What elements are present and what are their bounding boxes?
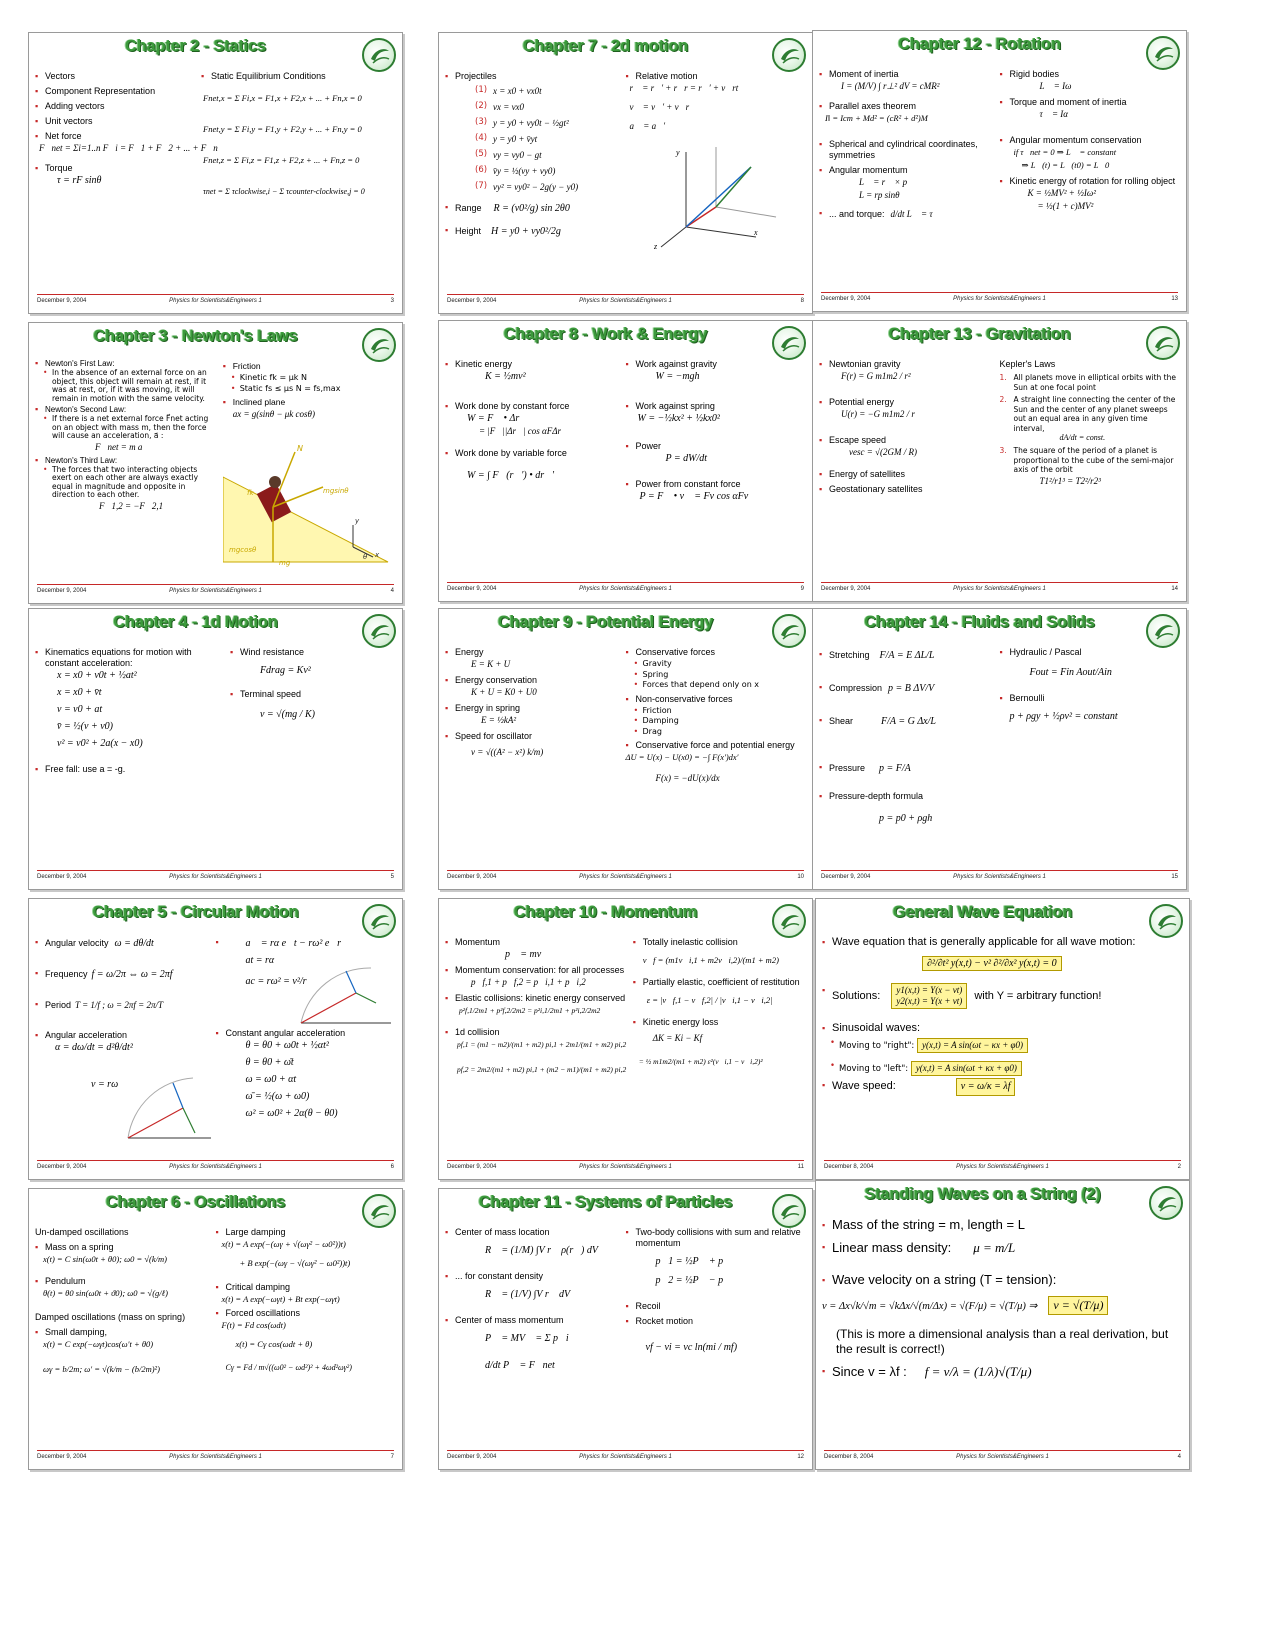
slide-footer: December 9, 2004 Physics for Scientists&Engineers 1 7 — [37, 1450, 394, 1465]
torque-moi-equation: τ⃗ = Iα⃗ — [1039, 109, 1076, 119]
slide-chapter-8 — [438, 320, 813, 602]
slide-footer: December 9, 2004 Physics for Scientists&Engineers 1 12 — [447, 1450, 804, 1465]
slide-footer: December 9, 2004 Physics for Scientists&Engineers 1 4 — [37, 584, 394, 599]
slide-chapter-10 — [438, 898, 813, 1180]
bullet-angular-acceleration: ▪ Angular acceleration — [35, 1030, 208, 1041]
slide-title: Chapter 12 - Rotation — [898, 35, 1061, 53]
constant-density-equation: R⃗ = (1/V) ∫V r⃗ dV — [485, 1289, 571, 1300]
label-mgcos: mgcosθ — [228, 546, 257, 554]
work-constant-equation: W = F⃗ • Δr⃗ — [467, 413, 528, 424]
first-law-text: • In the absence of an external force on an object, this object will remain at rest, if it was at rest, or, if it was moving, it will remain in motion with the same velocity. — [43, 369, 216, 403]
bullet-net-force: ▪ Net force — [35, 131, 201, 142]
slide-title: Chapter 11 - Systems of Particles — [478, 1193, 733, 1211]
slide-title: Standing Waves on a String (2) — [864, 1185, 1101, 1203]
bullet-mass-spring: ▪ Mass on a spring — [35, 1242, 216, 1253]
bullet-energy-conservation: ▪ Energy conservation — [445, 675, 618, 686]
wind-equation: Fdrag = Kv² — [259, 665, 311, 676]
const-eq-2: θ = θ0 + ω̄t — [245, 1057, 294, 1068]
bullet-friction: ▪ Friction — [223, 361, 396, 372]
wave-speed-equation: v = ω/κ = λf — [956, 1078, 1016, 1096]
forced-eq-1: F(t) = Fd cos(ωdt) — [221, 1320, 286, 1330]
slide-footer: December 8, 2004 Physics for Scientists&Engineers 1 4 — [824, 1450, 1181, 1465]
slide-chapter-11 — [438, 1188, 813, 1470]
slide-title: Chapter 7 - 2d motion — [522, 37, 689, 55]
bullet-escape-speed: ▪ Escape speed — [819, 435, 992, 446]
nonconservative-friction: • Friction — [634, 706, 807, 716]
am-conservation-eq-1: if τ⃗net = 0 ⇒ L⃗ = constant — [1013, 147, 1117, 157]
const-eq-4: ω̄ = ½(ω + ω0) — [245, 1091, 310, 1102]
momentum-equation: p⃗ = mv⃗ — [505, 949, 549, 960]
bullet-adding: ▪ Adding vectors — [35, 101, 201, 112]
bullet-recoil: ▪ Recoil — [626, 1301, 807, 1312]
tangential-acceleration-equation: at = rα — [245, 955, 275, 966]
bullet-relative-motion: ▪ Relative motion — [626, 71, 807, 82]
rigid-body-equation: L⃗ = Iω⃗ — [1039, 81, 1079, 91]
collision-equation-2: pf,2 = 2m2/(m1 + m2) pi,1 + (m2 − m1)/(m1 + m2) pi,2 — [457, 1065, 627, 1074]
bullet-linear-density: Linear mass density: — [832, 1240, 952, 1255]
bullet-kinetic-energy: ▪ Kinetic energy — [445, 359, 618, 370]
bullet-height: Height — [455, 226, 482, 236]
slide-title: Chapter 4 - 1d Motion — [113, 613, 278, 631]
bullet-cm-momentum: ▪ Center of mass momentum — [445, 1315, 618, 1326]
solution-2: y2(x,t) = Y(x + vt) — [896, 996, 963, 1006]
slide-chapter-4 — [28, 608, 403, 890]
bullet-sinusoidal: ▪ Sinusoidal waves: — [822, 1021, 1183, 1035]
elastic-equation: p²f,1/2m1 + p²f,2/2m2 = p²i,1/2m1 + p²i,2/2m2 — [459, 1006, 601, 1015]
undamped-heading: Un-damped oscillations — [35, 1227, 129, 1237]
slide-chapter-7 — [438, 32, 813, 314]
angular-momentum-eq-1: L⃗ = r⃗ × p⃗ — [859, 177, 915, 187]
range-equation: R = (v0²/g) sin 2θ0 — [493, 203, 570, 214]
angular-acceleration-equation: α = dω/dt = d²θ/dt² — [55, 1042, 133, 1053]
slide-footer: December 9, 2004 Physics for Scientists&Engineers 1 14 — [821, 582, 1178, 597]
kepler-second-law: A straight line connecting the center of the Sun and the center of any planet sweeps out an equal area in any given time interval, — [1013, 395, 1176, 433]
damped-heading: Damped oscillations (mass on spring) — [35, 1312, 186, 1322]
rolling-energy-eq-2: = ½(1 + c)MV² — [1037, 201, 1094, 211]
label-y: y — [354, 517, 359, 525]
slide-chapter-13: Chapter 13 - Gravitation ▪ Newtonian gravity F(r) = G m1m2 / r² ▪ Potential energy U(r) = −G m1m2 / r ▪ Escape speed vesc = √(2GM / R) ▪ Energy of satellites ▪ Geostationary satellites Kepler's Laws 1. All planets move in elliptical orbits with the Sun at one focal point 2. A straight line connecting the center of the Sun and the center of any planet sweeps out an equal area in any given time interval, dA/dt = const. 3. The square of the period of a planet is proportional to the cube of the semi-major axis of the orbit T1²/r1³ = T2²/r2³ December 9, 2004 Physics for Scientists&Engineers 1 14 — [812, 320, 1187, 602]
small-damping-frequencies: ωγ = b/2m; ω′ = √(k/m − (b/2m)²) — [43, 1364, 160, 1374]
bullet-energy-spring: ▪ Energy in spring — [445, 703, 618, 714]
bullet-free-fall: ▪ Free fall: use a = -g. — [35, 764, 223, 775]
potential-energy-equation: U(r) = −G m1m2 / r — [841, 409, 915, 419]
const-eq-3: ω = ω0 + αt — [245, 1074, 297, 1085]
axis-label-x: x — [753, 228, 758, 237]
circular-acceleration-diagram — [296, 963, 396, 1033]
hydraulic-equation: Fout = Fin Aout/Ain — [1029, 667, 1112, 678]
third-law-equation: F⃗1,2 = −F⃗2,1 — [99, 500, 164, 511]
kepler-third-equation: T1²/r1³ = T2²/r2³ — [1039, 475, 1101, 486]
bullet-constant-angular: ▪ Constant angular acceleration — [216, 1028, 397, 1039]
work-constant-equation-2: = |F⃗||Δr⃗| cos αFΔr — [479, 426, 562, 436]
label-friction: fk — [246, 489, 254, 497]
terminal-equation: v = √(mg / K) — [259, 709, 315, 720]
large-damping-equation: x(t) = A exp(−(ωγ + √(ωγ² − ω0²))t) — [221, 1239, 346, 1249]
bullet-unit: ▪ Unit vectors — [35, 116, 201, 127]
slide-footer: December 9, 2004 Physics for Scientists&Engineers 1 8 — [447, 294, 804, 309]
angular-velocity-equation: ω = dθ/dt — [114, 938, 154, 949]
projectile-equations: (1) x = x0 + vx0t (2) vx = vx0 (3) y = y0 + vy0t − ½gt² (4) y = y0 + v̄yt (5) vy = vy0 − gt (6) v̄y = ½(vy + vy0) (7) vy² = vy0² − 2g(y − y0) — [475, 85, 579, 192]
bullet-newtonian-gravity: ▪ Newtonian gravity — [819, 359, 992, 370]
slide-title: Chapter 10 - Momentum — [513, 903, 698, 921]
slide-chapter-5 — [28, 898, 403, 1180]
slide-chapter-3 — [28, 322, 403, 604]
label-mgsin: mgsinθ — [322, 487, 349, 495]
power-equation: P = dW/dt — [665, 453, 708, 464]
power-constant-equation: P = F⃗ • v⃗ = Fv cos αFv — [639, 491, 749, 502]
bullet-momentum-conservation: ▪ Momentum conservation: for all processes — [445, 965, 626, 976]
slide-title: Chapter 6 - Oscillations — [105, 1193, 286, 1211]
pendulum-equation: θ(t) = θ0 sin(ω0t + ϑ0); ω0 = √(g/ℓ) — [43, 1288, 169, 1298]
slide-title: Chapter 8 - Work & Energy — [503, 325, 708, 343]
kinematics-eq-1: x = x0 + v0t + ½at² — [57, 670, 137, 681]
bullet-work-constant: ▪ Work done by constant force — [445, 401, 618, 412]
cm-location-equation: R⃗ = (1/M) ∫V r⃗ ρ(r⃗) dV — [485, 1245, 598, 1256]
slide-title: General Wave Equation — [892, 903, 1073, 921]
slide-title: Chapter 3 - Newton's Laws — [93, 327, 298, 345]
centripetal-acceleration-equation: ac = rω² = v²/r — [245, 976, 307, 987]
slide-chapter-14 — [812, 608, 1187, 890]
bullet-energy: ▪ Energy — [445, 647, 618, 658]
wave-velocity-highlight: v = √(T/μ) — [1048, 1296, 1108, 1315]
bullet-pressure: Pressure — [829, 763, 866, 773]
height-equation: H = y0 + vy0²/2g — [491, 226, 561, 237]
slide-footer: December 9, 2004 Physics for Scientists&Engineers 1 13 — [821, 292, 1178, 307]
bullet-energy-satellites: ▪ Energy of satellites — [819, 469, 992, 480]
bullet-conservative-forces: ▪ Conservative forces — [626, 647, 807, 658]
bullet-work-spring: ▪ Work against spring — [626, 401, 807, 412]
slide-chapter-9 — [438, 608, 813, 890]
label-theta: θ — [362, 553, 368, 561]
two-body-eq-2: p⃗2 = ½P⃗ − p⃗ — [655, 1275, 731, 1286]
slide-footer: December 9, 2004 Physics for Scientists&Engineers 1 15 — [821, 870, 1178, 885]
bullet-cm-location: ▪ Center of mass location — [445, 1227, 618, 1238]
inclined-plane-diagram — [223, 437, 393, 577]
conservative-gravity: • Gravity — [634, 659, 807, 669]
conservative-spring: • Spring — [634, 670, 807, 680]
slide-chapter-2 — [28, 32, 403, 314]
bullet-since: Since v = λf : — [832, 1364, 907, 1379]
bullet-small-damping: ▪ Small damping, — [35, 1327, 216, 1338]
kinematics-eq-3: v = v0 + at — [57, 704, 103, 715]
static-friction: • Static fs ≤ μs N = fs,max — [231, 384, 396, 394]
kepler-second-equation: dA/dt = const. — [1059, 433, 1106, 442]
bullet-wave-velocity: ▪ Wave velocity on a string (T = tension): — [822, 1272, 1183, 1288]
compression-equation: p = B ΔV/V — [888, 683, 935, 694]
bullet-range: Range — [455, 203, 482, 213]
bullet-terminal-speed: ▪ Terminal speed — [230, 689, 396, 700]
bullet-period: Period — [45, 1000, 72, 1010]
slide-footer: December 9, 2004 Physics for Scientists&Engineers 1 9 — [447, 582, 804, 597]
bullet-frequency: Frequency — [45, 969, 88, 979]
bullet-power-constant: ▪ Power from constant force — [626, 479, 807, 490]
torque-equation: τ = rF sinθ — [57, 175, 102, 186]
bullet-third-law: ▪ Newton's Third Law: — [35, 456, 216, 465]
nonconservative-drag: • Drag — [634, 727, 807, 737]
dimensional-note: (This is more a dimensional analysis than a real derivation, but the result is correct!) — [836, 1327, 1169, 1356]
const-eq-5: ω² = ω0² + 2α(θ − θ0) — [245, 1108, 338, 1119]
bullet-projectiles: ▪ Projectiles — [445, 71, 618, 82]
bullet-wave-intro: ▪ Wave equation that is generally applicable for all wave motion: — [822, 935, 1183, 949]
work-gravity-equation: W = −mgh — [655, 371, 700, 382]
equilibrium-z: Fnet,z = Σ Fi,z = F1,z + F2,z + ... + Fn,z = 0 — [203, 155, 360, 165]
kinetic-loss-equation: ΔK = Ki − Kf — [652, 1033, 703, 1043]
bullet-component: ▪ Component Representation — [35, 86, 201, 97]
slide-chapter-12 — [812, 30, 1187, 312]
collision-equation-1: pf,1 = (m1 − m2)/(m1 + m2) pi,1 + 2m1/(m1 + m2) pi,2 — [457, 1040, 627, 1049]
slide-title: Chapter 9 - Potential Energy — [497, 613, 714, 631]
bernoulli-equation: p + ρgy + ½ρv² = constant — [1009, 711, 1118, 722]
mass-spring-equation: x(t) = C sin(ω0t + θ0); ω0 = √(k/m) — [43, 1254, 167, 1264]
bullet-torque-moi: ▪ Torque and moment of inertia — [1000, 97, 1181, 108]
relative-velocity: v⃗ = v⃗′ + v⃗r — [629, 102, 690, 112]
large-damping-equation-2: + B exp(−(ωγ − √(ωγ² − ω0²))t) — [239, 1258, 351, 1268]
wave-equation-highlight: ∂²/∂t² y(x,t) − v² ∂²/∂x² y(x,t) = 0 — [922, 956, 1062, 971]
second-law-text: • If there is a net external force F⃗net acting on an object with mass m, then the force will cause an acceleration, a⃗ : — [43, 415, 216, 441]
bullet-parallel-axes: ▪ Parallel axes theorem — [819, 101, 992, 112]
kepler-first-law: All planets move in elliptical orbits with the Sun at one focal point — [1013, 373, 1176, 392]
moi-equation: I = (M/V) ∫ r⊥² dV = cMR² — [841, 81, 940, 91]
potential-difference-equation: ΔU = U(x) − U(x0) = −∫ F(x′)dx′ — [625, 752, 739, 762]
bullet-compression: Compression — [829, 683, 883, 693]
bullet-hydraulic: ▪ Hydraulic / Pascal — [1000, 647, 1181, 658]
kinematics-eq-4: v̄ = ½(v + v0) — [57, 721, 113, 732]
frequency-equation: f = v/λ = (1/λ)√(T/μ) — [924, 1364, 1032, 1379]
third-law-text: • The forces that two interacting objects exert on each other are always exactly equal in magnitude and opposite in direction to each other. — [43, 466, 216, 500]
slide-wave-equation — [815, 898, 1190, 1180]
slide-title: Chapter 5 - Circular Motion — [92, 903, 299, 921]
moving-right-equation: y(x,t) = A sin(ωt − κx + φ0) — [917, 1038, 1028, 1053]
bullet-rigid-bodies: ▪ Rigid bodies — [1000, 69, 1181, 80]
bullet-forced: ▪ Forced oscillations — [216, 1308, 397, 1319]
bullet-elastic: ▪ Elastic collisions: kinetic energy conserved — [445, 993, 626, 1004]
pressure-depth-equation: p = p0 + ρgh — [879, 813, 933, 824]
slide-footer: December 9, 2004 Physics for Scientists&Engineers 1 11 — [447, 1160, 804, 1175]
energy-spring-equation: E = ½kA² — [481, 715, 517, 725]
bullet-string-mass: ▪ Mass of the string = m, length = L — [822, 1217, 1183, 1233]
equilibrium-torque: τnet = Σ τclockwise,i − Σ τcounter-clockwise,j = 0 — [203, 187, 365, 196]
bullet-torque: ... and torque: — [829, 209, 885, 219]
energy-conservation-equation: K + U = K0 + U0 — [471, 687, 537, 697]
bullet-angular-velocity: Angular velocity — [45, 938, 109, 948]
tangential-velocity-equation: v = rω — [91, 1079, 119, 1090]
slide-title: Chapter 2 - Statics — [124, 37, 267, 55]
bullet-spherical: ▪ Spherical and cylindrical coordinates, symmetries — [819, 139, 992, 161]
bullet-critical-damping: ▪ Critical damping — [216, 1282, 397, 1293]
angular-momentum-eq-2: L = rp sinθ — [859, 190, 900, 200]
force-from-potential-equation: F(x) = −dU(x)/dx — [655, 773, 720, 783]
bullet-potential-energy: ▪ Potential energy — [819, 397, 992, 408]
parallel-axes-equation: I‖ = Icm + Md² = (cR² + d²)M — [825, 113, 928, 123]
slide-footer: December 9, 2004 Physics for Scientists&Engineers 1 6 — [37, 1160, 394, 1175]
kinematics-eq-2: x = x0 + v̄t — [57, 687, 102, 698]
escape-speed-equation: vesc = √(2GM / R) — [849, 447, 917, 457]
bullet-two-body: ▪ Two-body collisions with sum and relative momentum — [626, 1227, 807, 1249]
bullet-work-variable: ▪ Work done by variable force — [445, 448, 618, 459]
torque-equation: d/dt L⃗ = τ⃗ — [890, 209, 940, 219]
gravity-equation: F(r) = G m1m2 / r² — [841, 371, 911, 381]
bullet-rocket: ▪ Rocket motion — [626, 1316, 807, 1327]
frequency-equation: f = ω/2π ⇔ ω = 2πf — [91, 969, 173, 980]
axis-label-z: z — [653, 242, 657, 251]
wave-velocity-equation: v = Δx√k/√m = √kΔx/√(m/Δx) = √(F/μ) = √(T/μ) ⇒ — [822, 1301, 1038, 1312]
bullet-first-law: ▪ Newton's First Law: — [35, 359, 216, 368]
speed-oscillator-equation: v = √((A² − x²) k/m) — [471, 747, 544, 757]
bullet-solutions: Solutions: — [832, 989, 881, 1002]
kinetic-friction: • Kinetic fk = μk N — [231, 373, 396, 383]
conservative-x-forces: • Forces that depend only on x — [634, 680, 807, 690]
work-variable-equation: W = ∫ F⃗(r⃗′) • dr⃗′ — [467, 470, 555, 481]
second-law-equation: F⃗net = m a⃗ — [95, 441, 150, 452]
bullet-kinetic-loss: ▪ Kinetic energy loss — [633, 1017, 806, 1028]
acceleration-vector-equation: a⃗ = rα e⃗t − rω² e⃗r — [245, 938, 341, 949]
slide-title: Chapter 14 - Fluids and Solids — [864, 613, 1095, 631]
forced-eq-2: x(t) = Cγ cos(ωdt + θ) — [235, 1339, 313, 1349]
moving-left-equation: y(x,t) = A sin(ωt + κx + φ0) — [911, 1061, 1022, 1076]
solution-1: y1(x,t) = Y(x − vt) — [896, 985, 963, 995]
incline-equation: ax = g(sinθ − μk cosθ) — [232, 409, 315, 419]
bullet-speed-oscillator: ▪ Speed for oscillator — [445, 731, 618, 742]
pressure-equation: p = F/A — [879, 763, 911, 774]
bullet-wave-speed: Wave speed: — [832, 1080, 896, 1092]
label-x: x — [374, 551, 379, 559]
bullet-inclined-plane: ▪ Inclined plane — [223, 397, 396, 408]
solutions-note: with Y = arbitrary function! — [974, 989, 1102, 1002]
bullet-partially-elastic: ▪ Partially elastic, coefficient of restitution — [633, 977, 806, 988]
kinematics-eq-5: v² = v0² + 2a(x − x0) — [57, 738, 143, 749]
slide-footer: December 9, 2004 Physics for Scientists&Engineers 1 5 — [37, 870, 394, 885]
slide-footer: December 9, 2004 Physics for Scientists&Engineers 1 3 — [37, 294, 394, 309]
bullet-second-law: ▪ Newton's Second Law: — [35, 405, 216, 414]
momentum-conservation-equation: p⃗f,1 + p⃗f,2 = p⃗i,1 + p⃗i,2 — [471, 977, 586, 987]
slide-chapter-6 — [28, 1188, 403, 1470]
bullet-moment-of-inertia: ▪ Moment of inertia — [819, 69, 992, 80]
stretching-equation: F/A = E ΔL/L — [879, 650, 935, 661]
bullet-bernoulli: ▪ Bernoulli — [1000, 693, 1181, 704]
bullet-wind-resistance: ▪ Wind resistance — [230, 647, 396, 658]
forced-eq-3: Cγ = Fd / m√((ω0² − ωd²)² + 4ωd²ωγ²) — [225, 1363, 352, 1372]
reference-frames-diagram — [646, 137, 796, 257]
bullet-shear: Shear — [829, 716, 854, 726]
relative-position: r⃗ = r⃗′ + r⃗r = r⃗′ + v⃗rt — [629, 83, 739, 93]
bullet-power: ▪ Power — [626, 441, 807, 452]
moving-left-label: Moving to "left": — [839, 1064, 909, 1074]
slide-footer: December 9, 2004 Physics for Scientists&Engineers 1 10 — [447, 870, 804, 885]
arc-motion-diagram — [123, 1073, 213, 1143]
nonconservative-damping: • Damping — [634, 716, 807, 726]
shear-equation: F/A = G Δx/L — [881, 716, 936, 727]
period-equation: T = 1/f ; ω = 2πf = 2π/T — [75, 1000, 163, 1010]
restitution-equation: ε = |v⃗f,1 − v⃗f,2| / |v⃗i,1 − v⃗i,2| — [646, 995, 773, 1005]
rolling-energy-eq-1: K = ½MV² + ½Iω² — [1027, 188, 1096, 198]
const-eq-1: θ = θ0 + ω0t + ½αt² — [245, 1040, 329, 1051]
bullet-stretching: Stretching — [829, 650, 870, 660]
am-conservation-eq-2: ⇒ L⃗(t) = L⃗(t0) = L⃗0 — [1021, 160, 1110, 170]
kepler-heading: Kepler's Laws — [999, 359, 1056, 369]
bullet-work-gravity: ▪ Work against gravity — [626, 359, 807, 370]
slide-standing-waves — [815, 1180, 1190, 1470]
equilibrium-y: Fnet,y = Σ Fi,y = F1,y + F2,y + ... + Fn,y = 0 — [203, 124, 362, 134]
cm-momentum-equation: P⃗ = MV⃗ = Σ p⃗i — [485, 1333, 569, 1344]
bullet-momentum: ▪ Momentum — [445, 937, 626, 948]
bullet-kinematics: ▪ Kinematics equations for motion with constant acceleration: — [35, 647, 223, 669]
work-spring-equation: W = −½kx² + ½kx0² — [637, 413, 720, 424]
bullet-constant-density: ▪ ... for constant density — [445, 1271, 618, 1282]
rocket-equation: vf − vi = vc ln(mi / mf) — [645, 1342, 738, 1353]
relative-acceleration: a⃗ = a⃗′ — [629, 121, 666, 131]
kinetic-loss-equation-2: = ½ m1m2/(m1 + m2) ε²(v⃗i,1 − v⃗i,2)² — [638, 1057, 763, 1066]
bullet-pendulum: ▪ Pendulum — [35, 1276, 216, 1287]
kepler-third-law: The square of the period of a planet is proportional to the cube of the semi-major axis of the orbit — [1013, 446, 1174, 474]
net-force-equation: F⃗net = Σi=1..n F⃗i = F⃗1 + F⃗2 + ... + F⃗n — [39, 143, 218, 153]
bullet-inelastic: ▪ Totally inelastic collision — [633, 937, 806, 948]
equilibrium-x: Fnet,x = Σ Fi,x = F1,x + F2,x + ... + Fn,x = 0 — [203, 93, 362, 103]
bullet-torque: ▪ Torque — [35, 163, 201, 174]
energy-equation: E = K + U — [471, 659, 511, 669]
slide-footer: December 8, 2004 Physics for Scientists&Engineers 1 2 — [824, 1160, 1181, 1175]
cm-force-equation: d/dt P⃗ = F⃗net — [485, 1360, 555, 1371]
inelastic-equation: v⃗f = (m1v⃗i,1 + m2v⃗i,2)/(m1 + m2) — [642, 955, 779, 965]
moving-right-label: Moving to "right": — [839, 1041, 915, 1051]
bullet-large-damping: ▪ Large damping — [216, 1227, 397, 1238]
bullet-nonconservative-forces: ▪ Non-conservative forces — [626, 694, 807, 705]
label-mg: mg — [278, 559, 290, 567]
bullet-pressure-depth: ▪ Pressure-depth formula — [819, 791, 992, 802]
linear-density-equation: μ = m/L — [973, 1240, 1016, 1255]
bullet-vectors: ▪ Vectors — [35, 71, 201, 82]
slide-title: Chapter 13 - Gravitation — [888, 325, 1071, 343]
bullet-rolling-energy: ▪ Kinetic energy of rotation for rolling object — [1000, 176, 1181, 187]
bullet-equilibrium: ▪ Static Equilibrium Conditions — [201, 71, 396, 82]
bullet-1d-collision: ▪ 1d collision — [445, 1027, 626, 1038]
two-body-eq-1: p⃗1 = ½P⃗ + p⃗ — [655, 1256, 731, 1267]
axis-label-y: y — [675, 148, 680, 157]
small-damping-equation: x(t) = C exp(−ωγt)cos(ω′t + θ0) — [43, 1339, 154, 1349]
label-normal: N — [296, 444, 303, 453]
bullet-geostationary: ▪ Geostationary satellites — [819, 484, 992, 495]
bullet-force-potential: ▪ Conservative force and potential energy — [626, 740, 807, 751]
critical-damping-equation: x(t) = A exp(−ωγt) + Bt exp(−ωγt) — [221, 1294, 340, 1304]
bullet-am-conservation: ▪ Angular momentum conservation — [1000, 135, 1181, 146]
bullet-angular-momentum: ▪ Angular momentum — [819, 165, 992, 176]
kinetic-energy-equation: K = ½mv² — [485, 371, 526, 382]
